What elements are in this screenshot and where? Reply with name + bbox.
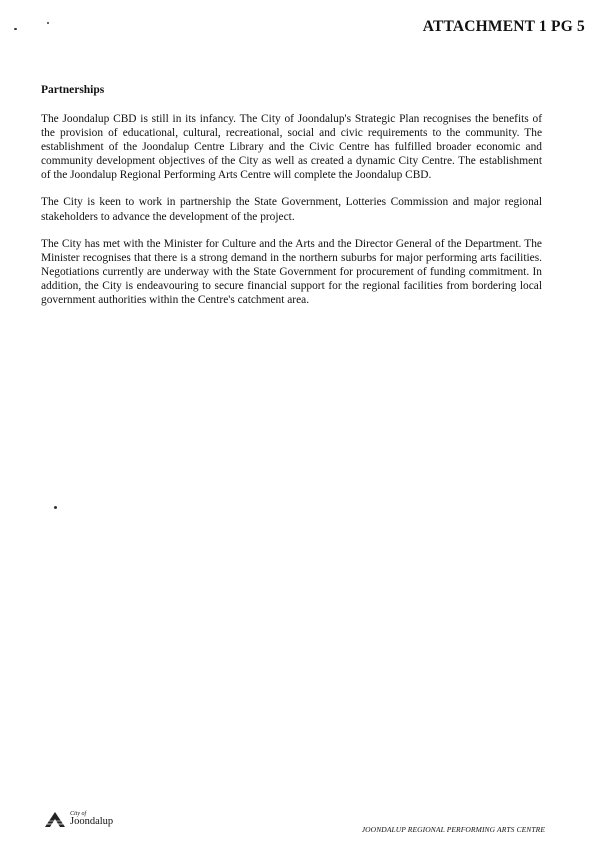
paragraph: The City is keen to work in partnership the State Government, Lotteries Commission and major regional stakeholders to advance the development of the project. bbox=[41, 196, 542, 223]
city-logo bbox=[44, 810, 113, 828]
paragraph: The Joondalup CBD is still in its infancy. The City of Joondalup's Strategic Plan recognises the benefits of the provision of educational, cultural, recreational, social and civic requirements to the community. The establishment of the Joondalup Centre Library and the Civic Centre has fulfilled broader economic and community development objectives of the City as well as created a dynamic City Centre. The establishment of the Joondalup Regional Performing Arts Centre will complete the Joondalup CBD. bbox=[41, 113, 542, 182]
scan-speck bbox=[54, 506, 57, 509]
section-heading: Partnerships bbox=[41, 84, 105, 96]
attachment-label: ATTACHMENT 1 PG 5 bbox=[422, 18, 585, 35]
scan-speck bbox=[47, 22, 49, 24]
joondalup-logo-icon bbox=[44, 810, 66, 828]
footer-title: JOONDALUP REGIONAL PERFORMING ARTS CENTRE bbox=[361, 825, 545, 834]
logo-subtitle: City of bbox=[70, 810, 87, 817]
paragraph: The City has met with the Minister for Culture and the Arts and the Director General of the Department. The Minister recognises that there is a strong demand in the northern suburbs for major performing arts facilities. Negotiations currently are underway with the State Government for procurement of funding commitment. In addition, the City is endeavouring to secure financial support for the regional facilities from bordering local government authorities within the Centre's catchment area. bbox=[41, 237, 542, 307]
logo-name: Joondalup bbox=[70, 815, 114, 827]
content-section bbox=[41, 84, 542, 320]
scan-speck bbox=[14, 28, 17, 30]
